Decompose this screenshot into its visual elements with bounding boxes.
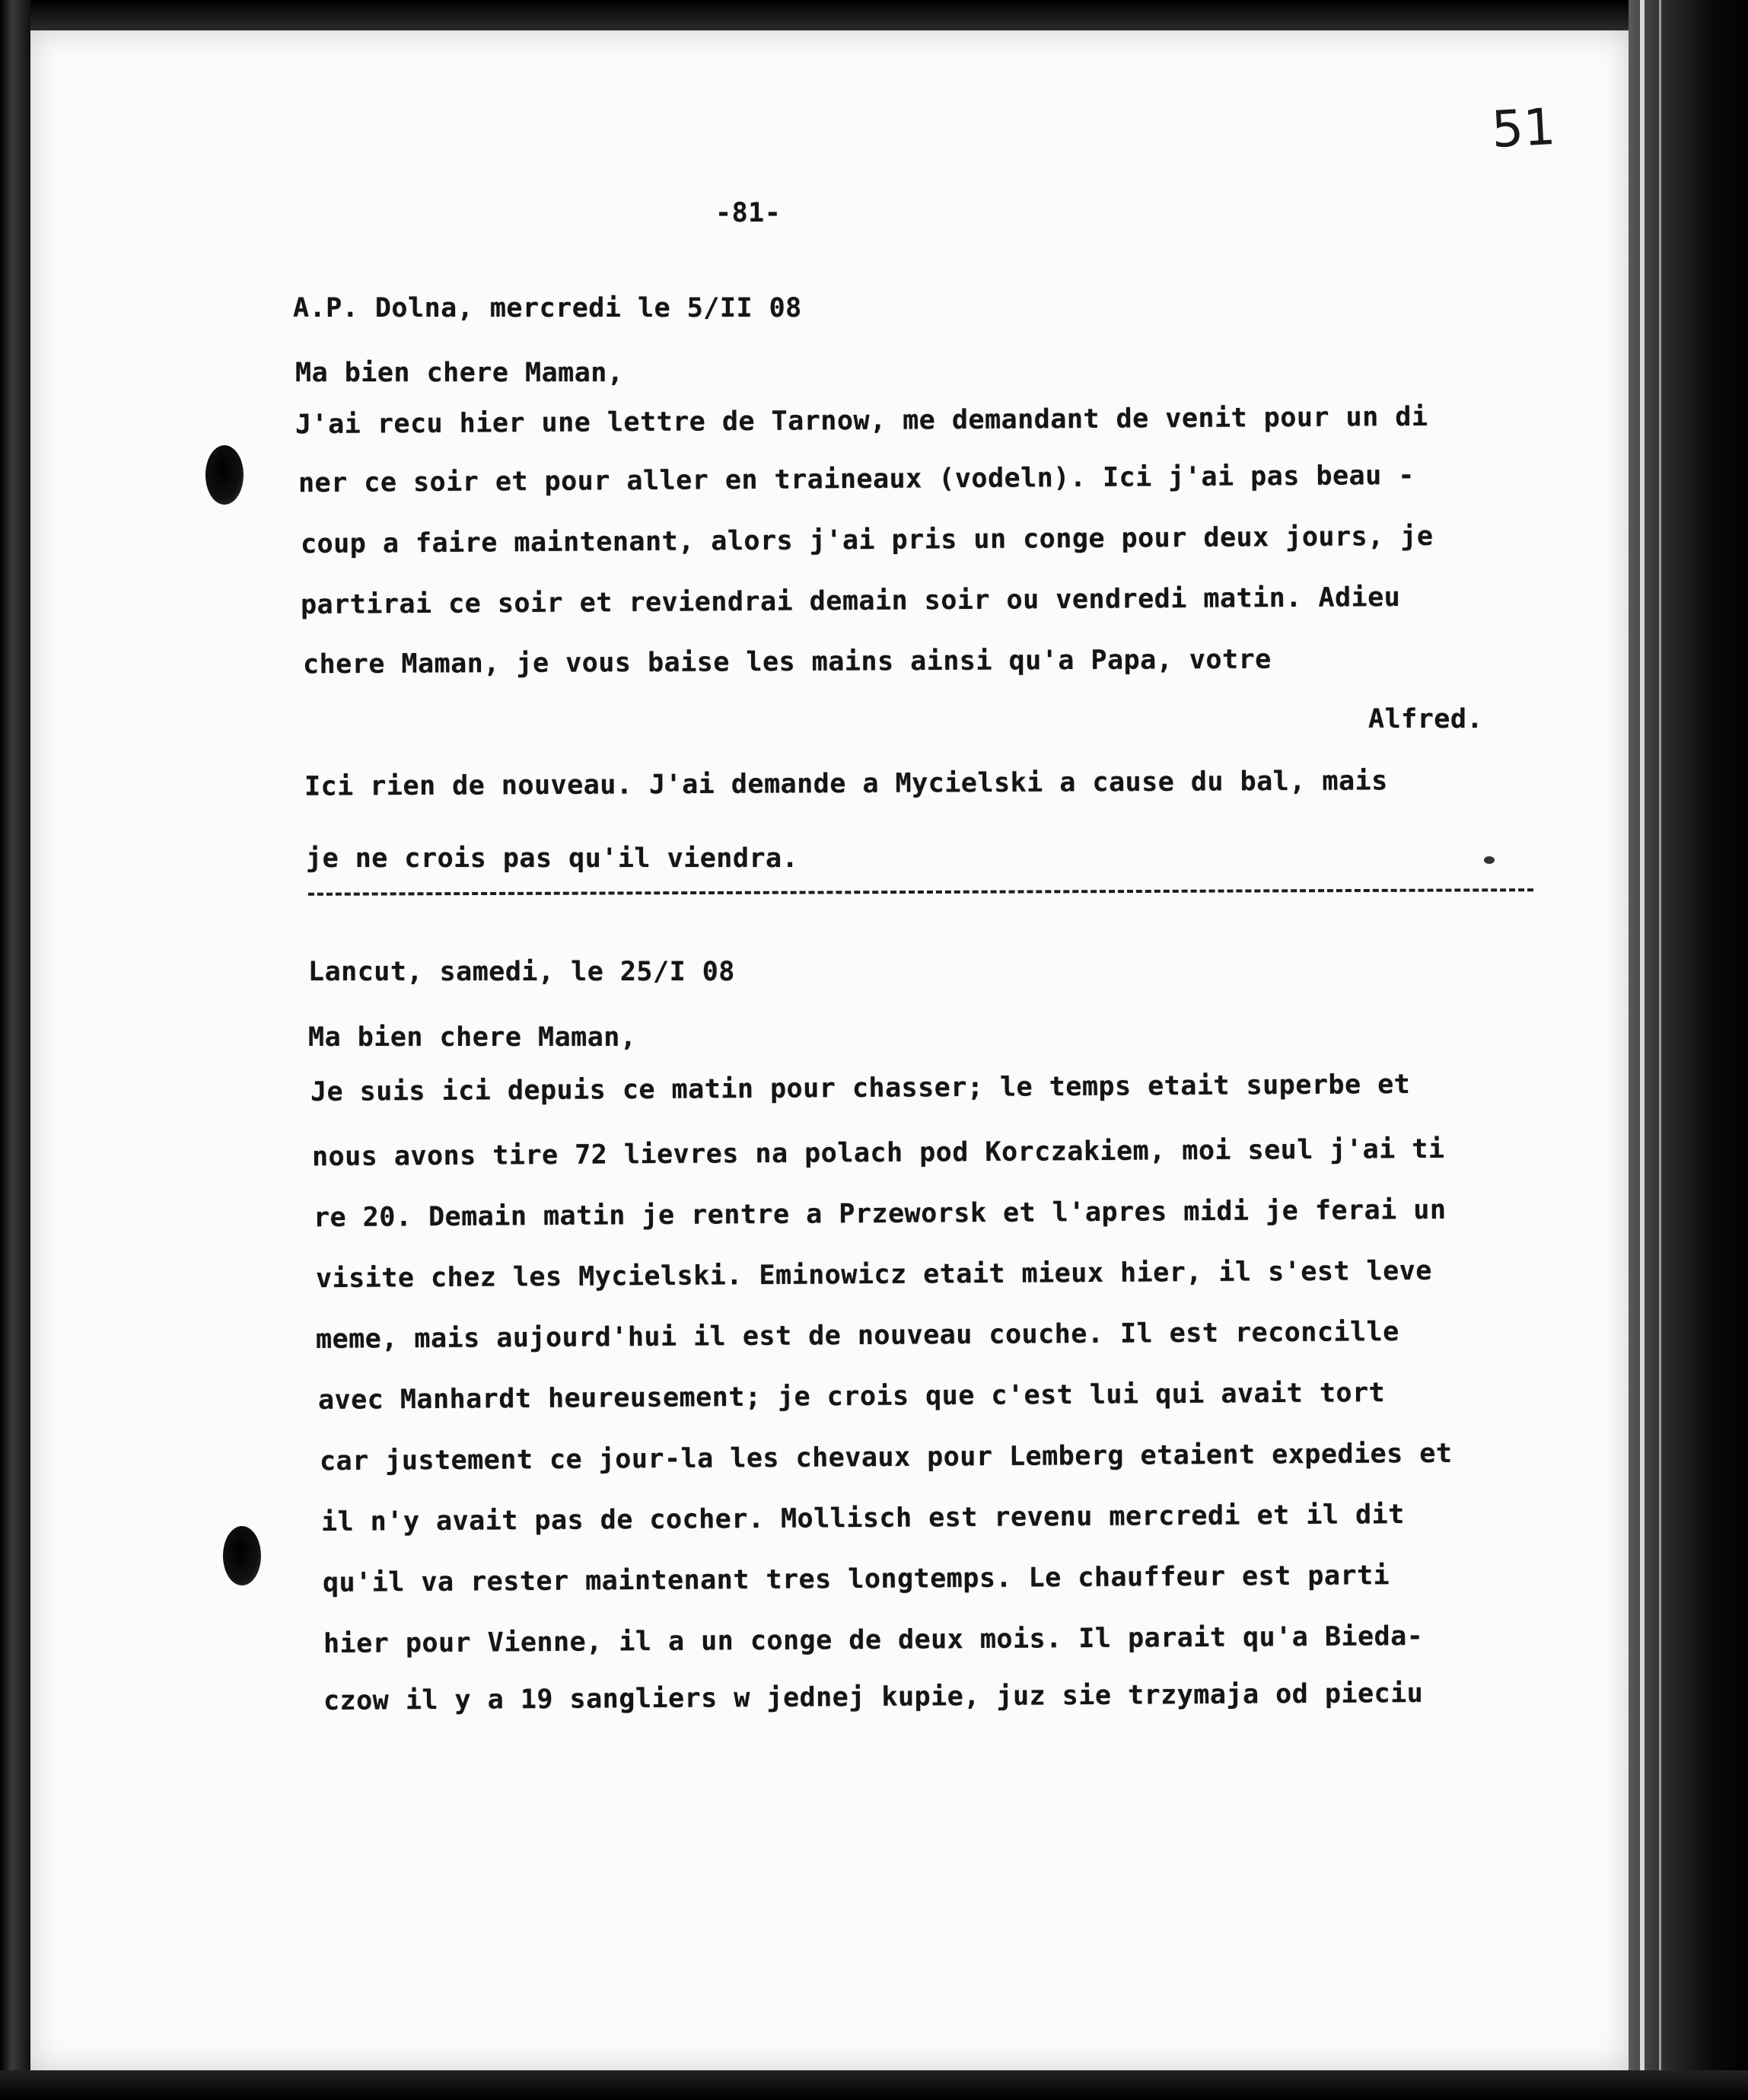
scan-border-left [0, 0, 30, 2100]
letter2-line: nous avons tire 72 lievres na polach pod Korczakiem, moi seul j'ai ti [311, 1133, 1445, 1173]
paper-sheet [30, 30, 1629, 2070]
letter2-line: czow il y a 19 sangliers w jednej kupie, juz sie trzymaja od pieciu [323, 1678, 1424, 1717]
letter2-line: visite chez les Mycielski. Eminowicz etait mieux hier, il s'est leve [315, 1255, 1433, 1295]
letter1-salutation: Ma bien chere Maman, [295, 358, 624, 388]
letter1-line: coup a faire maintenant, alors j'ai pris un conge pour deux jours, je [300, 521, 1434, 560]
binder-edge [1640, 0, 1645, 2100]
letter1-postscript-line: je ne crois pas qu'il viendra. [306, 843, 799, 874]
letter2-line: car justement ce jour-la les chevaux pour Lemberg etaient expedies et [319, 1438, 1453, 1477]
letter2-heading: Lancut, samedi, le 25/I 08 [308, 957, 735, 987]
binder-edge-inner [1659, 0, 1661, 2100]
letter2-line: il n'y avait pas de cocher. Mollisch est revenu mercredi et il dit [320, 1499, 1405, 1538]
letter2-line: Je suis ici depuis ce matin pour chasser; le temps etait superbe et [310, 1069, 1411, 1108]
letter1-line: ner ce soir et pour aller en traineaux (vodeln). Ici j'ai pas beau - [298, 460, 1415, 499]
letter1-line: partirai ce soir et reviendrai demain soir ou vendredi matin. Adieu [300, 582, 1401, 621]
letter1-heading: A.P. Dolna, mercredi le 5/II 08 [293, 293, 802, 323]
letter1-postscript-line: Ici rien de nouveau. J'ai demande a Mycielski a cause du bal, mais [304, 766, 1388, 802]
letter2-line: hier pour Vienne, il a un conge de deux mois. Il parait qu'a Bieda- [323, 1620, 1424, 1660]
ink-speck [1484, 856, 1495, 864]
page-number: -81- [715, 198, 782, 228]
letter2-line: meme, mais aujourd'hui il est de nouveau couche. Il est reconcille [315, 1317, 1399, 1355]
scan-border-right [1629, 0, 1748, 2100]
scan-border-bottom [0, 2070, 1748, 2100]
punch-hole-icon [205, 445, 244, 505]
letter2-salutation: Ma bien chere Maman, [308, 1022, 637, 1053]
punch-hole-icon [223, 1526, 261, 1585]
letter2-line: qu'il va rester maintenant tres longtemps. Le chauffeur est parti [322, 1560, 1390, 1598]
letter1-line: J'ai recu hier une lettre de Tarnow, me demandant de venit pour un di [295, 401, 1428, 441]
scan-border-top [0, 0, 1748, 30]
letter2-line: avec Manhardt heureusement; je crois que c'est lui qui avait tort [317, 1378, 1386, 1416]
letter1-line: chere Maman, je vous baise les mains ainsi qu'a Papa, votre [302, 644, 1272, 680]
letter2-line: re 20. Demain matin je rentre a Przeworsk et l'apres midi je ferai un [313, 1194, 1447, 1234]
letter1-signature: Alfred. [1368, 704, 1484, 735]
folio-number: 51 [1490, 97, 1557, 160]
